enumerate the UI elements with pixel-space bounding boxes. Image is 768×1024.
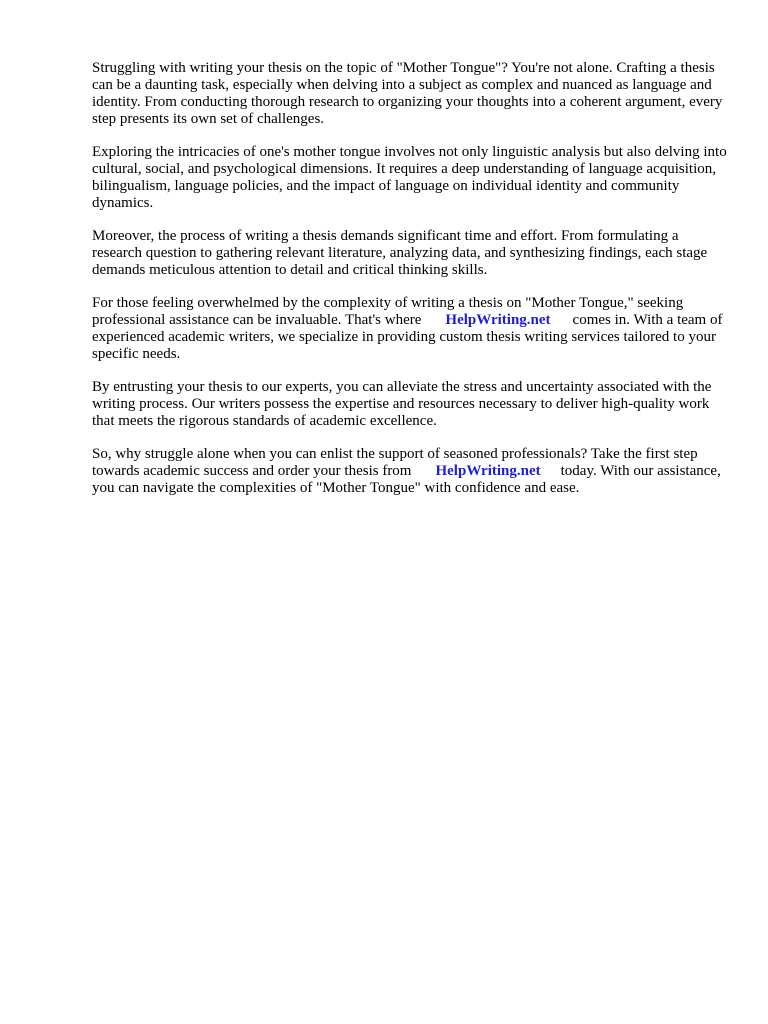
helpwriting-link-1[interactable]: HelpWriting.net <box>445 312 551 328</box>
paragraph-4 <box>92 295 728 363</box>
document-body <box>92 60 728 513</box>
helpwriting-link-2[interactable]: HelpWriting.net <box>435 463 541 479</box>
paragraph-6-text-before: So, why struggle alone when you can enlist the support of seasoned professionals? Take the first step towards academic success and order your thesis from <box>92 446 698 479</box>
paragraph-6 <box>92 446 728 497</box>
paragraph-4-text-before: For those feeling overwhelmed by the complexity of writing a thesis on "Mother Tongue," seeking professional assistance can be invaluable. That's where <box>92 295 684 328</box>
paragraph-2: Exploring the intricacies of one's mother tongue involves not only linguistic analysis but also delving into cultural, social, and psychological dimensions. It requires a deep understanding of language acquisition, bilingualism, language policies, and the impact of language on individual identity and community dynamics. <box>92 144 727 211</box>
paragraph-6-text-after: today. With our assistance, you can navigate the complexities of "Mother Tongue" with confidence and ease. <box>92 463 721 496</box>
paragraph-4-text-after: comes in. With a team of experienced academic writers, we specialize in providing custom thesis writing services tailored to your specific needs. <box>92 312 723 362</box>
paragraph-5: By entrusting your thesis to our experts, you can alleviate the stress and uncertainty associated with the writing process. Our writers possess the expertise and resources necessary to deliver high-quality work that meets the rigorous standards of academic excellence. <box>92 379 712 429</box>
paragraph-1: Struggling with writing your thesis on the topic of "Mother Tongue"? You're not alone. Crafting a thesis can be a daunting task, especially when delving into a subject as complex and nuanced as language and identity. From conducting thorough research to organizing your thoughts into a coherent argument, every step presents its own set of challenges. <box>92 60 723 127</box>
paragraph-3: Moreover, the process of writing a thesis demands significant time and effort. From formulating a research question to gathering relevant literature, analyzing data, and synthesizing findings, each stage demands meticulous attention to detail and critical thinking skills. <box>92 228 708 278</box>
